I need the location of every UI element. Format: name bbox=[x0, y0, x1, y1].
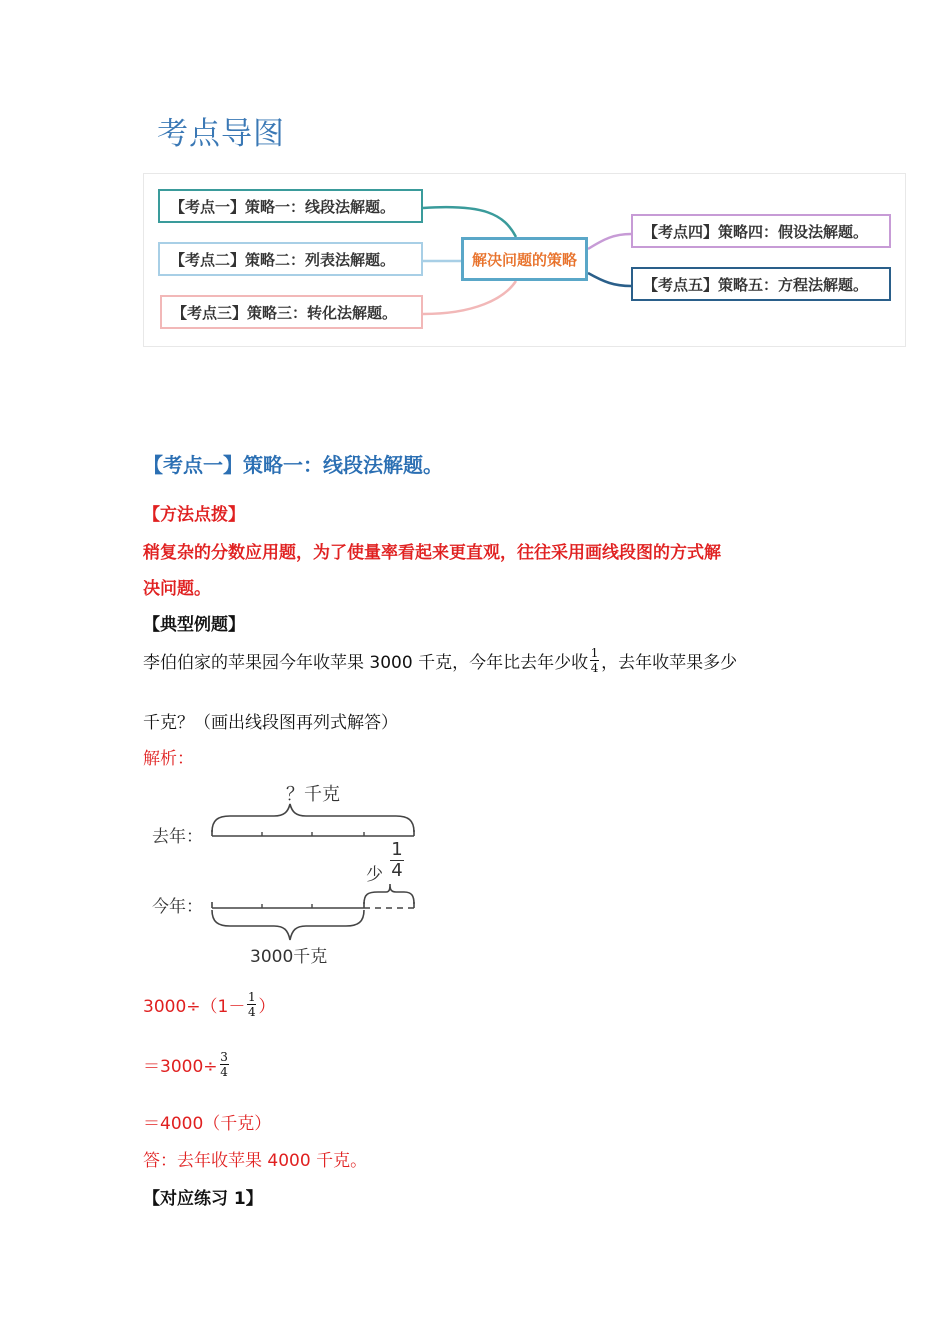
mind-map bbox=[143, 173, 906, 347]
calc2-numerator: 3 bbox=[220, 1050, 228, 1064]
calc1-text-b: ） bbox=[258, 997, 276, 1017]
calc2-fraction bbox=[220, 1050, 229, 1079]
problem-line-2: 千克？（画出线段图再列式解答） bbox=[143, 713, 398, 733]
diagram-bottom-label: 3000千克 bbox=[250, 947, 328, 967]
problem-line-1 bbox=[143, 646, 737, 675]
problem-text-b: ，去年收苹果多少 bbox=[601, 653, 738, 673]
segment-diagram bbox=[150, 776, 430, 972]
mindmap-node-4: 【考点四】策略四：假设法解题。 bbox=[631, 214, 891, 248]
section-heading: 【考点一】策略一：线段法解题。 bbox=[143, 453, 443, 477]
mindmap-node-2: 【考点二】策略二：列表法解题。 bbox=[158, 242, 423, 276]
method-line-2: 决问题。 bbox=[143, 579, 211, 599]
method-line-1: 稍复杂的分数应用题，为了使量率看起来更直观，往往采用画线段图的方式解 bbox=[143, 543, 721, 563]
calc1-numerator: 1 bbox=[248, 990, 256, 1004]
diagram-last-year-label: 去年： bbox=[152, 827, 203, 847]
mindmap-node-1: 【考点一】策略一：线段法解题。 bbox=[158, 189, 423, 223]
diagram-fraction-denominator: 4 bbox=[391, 860, 403, 881]
analysis-label: 解析： bbox=[143, 749, 194, 769]
calc2-text-a: ＝3000÷ bbox=[143, 1057, 218, 1077]
diagram-fraction bbox=[390, 840, 404, 881]
fraction-numerator: 1 bbox=[590, 646, 599, 660]
calc-line-2 bbox=[143, 1050, 231, 1079]
diagram-top-label: ？千克 bbox=[286, 784, 340, 805]
calc1-fraction bbox=[247, 990, 256, 1019]
mindmap-center-node: 解决问题的策略 bbox=[461, 237, 588, 281]
calc2-denominator: 4 bbox=[220, 1065, 228, 1079]
problem-text-a: 李伯伯家的苹果园今年收苹果 3000 千克，今年比去年少收 bbox=[143, 653, 589, 673]
method-label: 【方法点拨】 bbox=[143, 505, 245, 525]
page-title: 考点导图 bbox=[157, 116, 285, 152]
mindmap-node-5: 【考点五】策略五：方程法解题。 bbox=[631, 267, 891, 301]
calc-line-1 bbox=[143, 990, 275, 1019]
mindmap-node-3: 【考点三】策略三：转化法解题。 bbox=[160, 295, 423, 329]
practice-label: 【对应练习 1】 bbox=[143, 1189, 263, 1209]
diagram-this-year-label: 今年： bbox=[152, 897, 203, 917]
calc-line-3: ＝4000（千克） bbox=[143, 1114, 272, 1134]
example-label: 【典型例题】 bbox=[143, 615, 245, 635]
diagram-fraction-numerator: 1 bbox=[391, 839, 403, 860]
calc1-denominator: 4 bbox=[248, 1005, 256, 1019]
problem-fraction bbox=[590, 646, 599, 675]
diagram-less-label: 少 bbox=[366, 865, 383, 885]
calc1-text-a: 3000÷（1－ bbox=[143, 997, 246, 1017]
fraction-denominator: 4 bbox=[590, 661, 599, 675]
answer-line: 答：去年收苹果 4000 千克。 bbox=[143, 1151, 368, 1171]
